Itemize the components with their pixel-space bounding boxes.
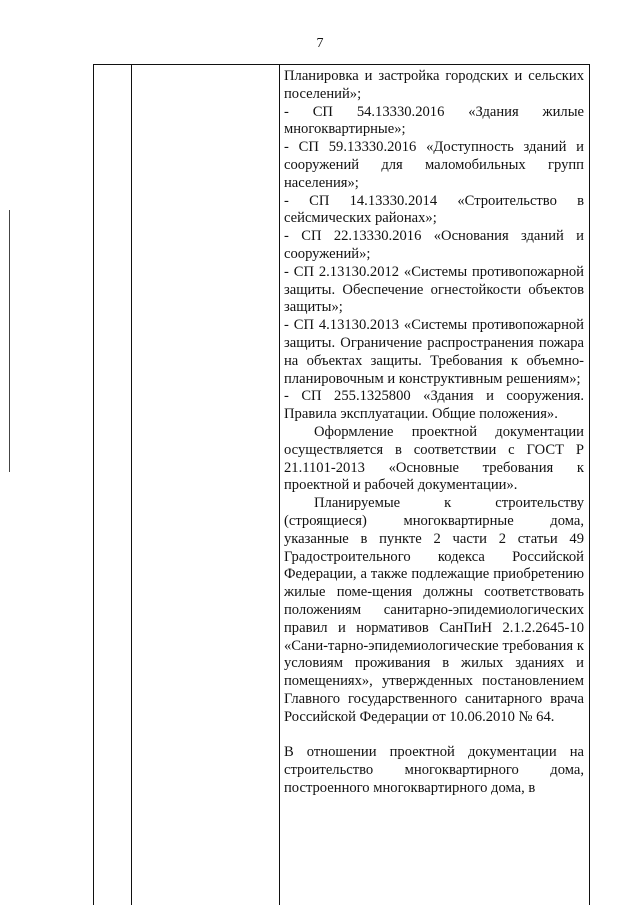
list-item-sp-4: - СП 4.13130.2013 «Системы противопожарной защиты. Ограничение распространения пожара на объектах защиты. Требования к объемно-планировочным и конструктивным решениям»; [284, 317, 584, 387]
list-item-sp-14: - СП 14.13330.2014 «Строительство в сейсмических районах»; [284, 192, 584, 227]
paragraph-sanitary-requirements: Планируемые к строительству (строящиеся) многоквартирные дома, указанные в пункте 2 части 2 статьи 49 Градостроительного кодекса Российской Федерации, а также подлежащие приобретению жилые поме-щения должны соответствовать положениям санитарно-эпидемиологических правил и нормативов СанПиН 2.1.2.2645-10 «Сани-тарно-эпидемиологические требования к условиям проживания в жилых зданиях и помещениях», утвержденных постановлением Главного государственного санитарного врача Российской Федерации от 10.06.2010 № 64. [284, 495, 584, 725]
list-item-sp-59: - СП 59.13330.2016 «Доступность зданий и сооружений для маломобильных групп населения»; [284, 139, 584, 191]
paragraph-project-documentation: В отношении проектной документации на строительство многоквартирного дома, построенного многоквартирного дома, в [284, 744, 584, 796]
margin-line [9, 210, 10, 472]
list-item-sp-54: - СП 54.13330.2016 «Здания жилые многоквартирные»; [284, 103, 584, 138]
table-column-divider-2 [279, 65, 280, 905]
list-item-sp-2: - СП 2.13130.2012 «Системы противопожарной защиты. Обеспечение огнестойкости объектов защиты»; [284, 263, 584, 316]
page-number: 7 [316, 36, 324, 51]
list-item-sp-22: - СП 22.13330.2016 «Основания зданий и сооружений»; [284, 228, 584, 262]
paragraph-spacer [284, 726, 584, 744]
paragraph-planning: Планировка и застройка городских и сельских поселений»; [284, 68, 584, 102]
table-cell-content [284, 68, 584, 798]
table-column-divider-1 [131, 65, 132, 905]
list-item-sp-255: - СП 255.1325800 «Здания и сооружения. Правила эксплуатации. Общие положения». [284, 388, 584, 423]
paragraph-documentation-format: Оформление проектной документации осуществляется в соответствии с ГОСТ Р 21.1101-2013 «Основные требования к проектной и рабочей документации». [284, 423, 584, 494]
